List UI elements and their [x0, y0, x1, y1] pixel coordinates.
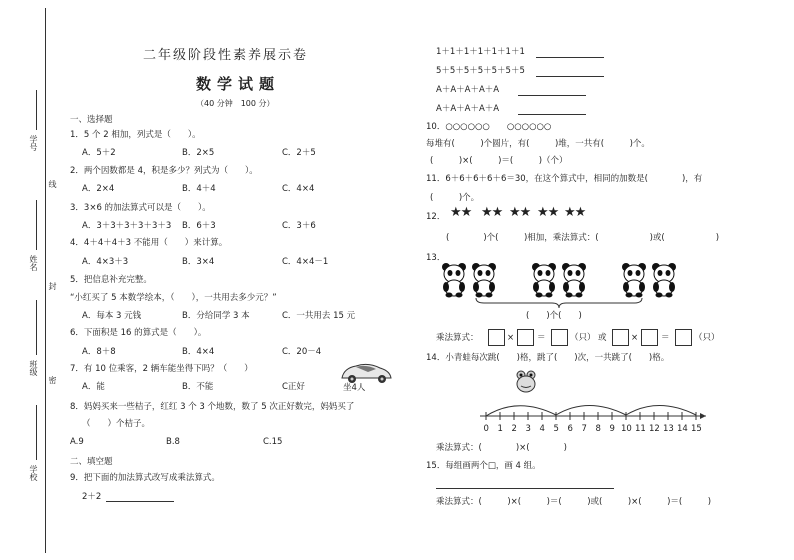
binding-mark: 线	[48, 180, 57, 188]
tick-label: 10	[621, 424, 632, 434]
option-b: B．2×5	[182, 148, 215, 158]
binding-mark: 封	[48, 282, 57, 290]
option-b: B.8	[166, 437, 180, 447]
question-stem: 7．有 10 位乘客，2 辆车能坐得下吗？（ ）	[70, 364, 253, 374]
tick-label: 3	[525, 424, 531, 434]
times-sign: ×	[507, 333, 515, 343]
option-c: C.15	[263, 437, 283, 447]
option-a: A．8＋8	[82, 347, 116, 357]
option-a: A．3＋3＋3＋3＋3＋3	[82, 221, 172, 231]
answer-blank[interactable]	[518, 95, 586, 96]
unit-label: （只）	[694, 333, 720, 343]
answer-box[interactable]	[675, 329, 692, 346]
question-stem: 12．	[426, 212, 446, 222]
question-stem: 15．每组画两个□，画 4 组。	[426, 461, 541, 471]
star-group: ★★	[450, 205, 472, 220]
brace-label: ( )个( )	[526, 311, 582, 321]
equals-sign: ＝	[537, 333, 546, 343]
question-line: 乘法算式：( )×( )＝( )或( )×( )＝( )	[436, 497, 712, 507]
unit-label: （只）	[570, 333, 596, 343]
car-capacity-label: 坐4人	[343, 383, 366, 393]
question-line: ( )×( )＝( )（个）	[430, 156, 568, 166]
question-line: 乘法算式：( )×( )	[436, 443, 567, 453]
brace-icon	[474, 296, 644, 310]
star-group: ★★	[564, 205, 586, 220]
tick-label: 6	[567, 424, 573, 434]
tick-label: 2	[511, 424, 517, 434]
option-a: A．4×3＋3	[82, 257, 129, 267]
tick-label: 12	[649, 424, 660, 434]
exam-meta: （40 分钟 100 分）	[196, 99, 275, 108]
side-underline	[36, 405, 37, 460]
tick-label: 8	[595, 424, 601, 434]
option-c: C．4×4	[282, 184, 315, 194]
answer-box[interactable]	[517, 329, 534, 346]
tick-label: 13	[663, 424, 674, 434]
side-underline	[36, 300, 37, 355]
answer-blank[interactable]	[536, 76, 604, 77]
binding-mark: 密	[48, 376, 57, 384]
side-label-student-id: 学号	[29, 135, 38, 151]
question-stem: 9．把下面的加法算式改写成乘法算式。	[70, 473, 220, 483]
side-underline	[36, 90, 37, 130]
option-b: B．分给同学 3 本	[182, 311, 250, 321]
tick-label: 0	[483, 424, 489, 434]
question-stem: 5．把信息补充完整。	[70, 275, 152, 285]
subject-title: 数学试题	[196, 75, 281, 93]
option-a: A．5＋2	[82, 148, 116, 158]
star-group: ★★	[537, 205, 559, 220]
question-stem: 2．两个因数都是 4，积是多少？列式为（ ）。	[70, 166, 258, 176]
tick-label: 9	[609, 424, 615, 434]
option-c: C．20－4	[282, 347, 322, 357]
option-b: B．4×4	[182, 347, 215, 357]
times-sign: ×	[631, 333, 639, 343]
side-label-name: 姓名	[29, 255, 38, 271]
binding-line	[45, 8, 46, 553]
expression: 1＋1＋1＋1＋1＋1＋1	[436, 47, 525, 57]
question-stem: 8．妈妈买来一些桔子，红红 3 个 3 个地数，数了 5 次正好数完，妈妈买了	[70, 402, 355, 412]
answer-box[interactable]	[612, 329, 629, 346]
tick-label: 1	[497, 424, 503, 434]
or-label: 或	[598, 333, 607, 343]
side-label-class: 班级	[29, 360, 38, 376]
tick-label: 4	[539, 424, 545, 434]
question-stem: 13．	[426, 253, 446, 263]
option-c: C．3＋6	[282, 221, 316, 231]
tick-label: 5	[553, 424, 559, 434]
section-heading: 二、填空题	[70, 457, 113, 467]
section-heading: 一、选择题	[70, 115, 113, 125]
tick-label: 15	[691, 424, 702, 434]
answer-box[interactable]	[551, 329, 568, 346]
star-group: ★★	[481, 205, 503, 220]
option-b: B．不能	[182, 382, 214, 392]
option-b: B．3×4	[182, 257, 215, 267]
question-stem: 1．5 个 2 相加，列式是（ ）。	[70, 130, 201, 140]
tick-label: 7	[581, 424, 587, 434]
option-a: A．能	[82, 382, 105, 392]
option-a: A．每本 3 元钱	[82, 311, 142, 321]
question-line: ( )个( )相加，乘法算式：( )或( )	[446, 233, 720, 243]
question-stem: 4．4＋4＋4＋3 不能用（ ）来计算。	[70, 238, 228, 248]
page-title: 二年级阶段性素养展示卷	[143, 48, 309, 63]
question-stem: 11．6＋6＋6＋6＋6＝30，在这个算式中，相同的加数是( )，有	[426, 174, 703, 184]
option-b: B．4＋4	[182, 184, 216, 194]
option-a: A.9	[70, 437, 84, 447]
answer-blank[interactable]	[536, 57, 604, 58]
answer-blank[interactable]	[518, 114, 586, 115]
side-label-school: 学校	[29, 465, 38, 481]
tick-label: 11	[635, 424, 646, 434]
tick-label: 14	[677, 424, 688, 434]
option-c: C．一共用去 15 元	[282, 311, 356, 321]
expression: 5＋5＋5＋5＋5＋5＋5	[436, 66, 525, 76]
question-stem: 6．下面积是 16 的算式是（ ）。	[70, 328, 207, 338]
question-stem: 14．小青蛙每次跳( )格，跳了( )次，一共跳了( )格。	[426, 353, 670, 363]
expression: A＋A＋A＋A＋A	[436, 85, 500, 95]
drawing-line[interactable]	[436, 488, 614, 489]
option-c: C．4×4－1	[282, 257, 329, 267]
option-c: C．2＋5	[282, 148, 316, 158]
answer-box[interactable]	[488, 329, 505, 346]
expression: 2＋2	[82, 492, 102, 502]
question-stem: 10．○○○○○○ ○○○○○○	[426, 122, 552, 132]
multiplication-label: 乘法算式：	[436, 333, 479, 343]
answer-box[interactable]	[641, 329, 658, 346]
answer-blank[interactable]	[106, 501, 174, 502]
question-stem: 3．3×6 的加法算式可以是（ ）。	[70, 203, 211, 213]
question-line: 每堆有( )个圆片，有( )堆，一共有( )个。	[426, 139, 650, 149]
side-underline	[36, 200, 37, 250]
option-a: A．2×4	[82, 184, 115, 194]
equals-sign: ＝	[661, 333, 670, 343]
question-line: ( )个。	[430, 193, 480, 203]
car-icon	[338, 358, 394, 386]
panda-group-icon	[438, 262, 678, 298]
question-subtext: “小红买了 5 本数学绘本，（ ），一共用去多少元？”	[70, 293, 277, 303]
expression: A＋A＋A＋A＋A	[436, 104, 500, 114]
question-subtext: （ ）个桔子。	[82, 419, 151, 429]
star-group: ★★	[509, 205, 531, 220]
option-c: C正好	[282, 382, 305, 392]
option-b: B．6＋3	[182, 221, 216, 231]
